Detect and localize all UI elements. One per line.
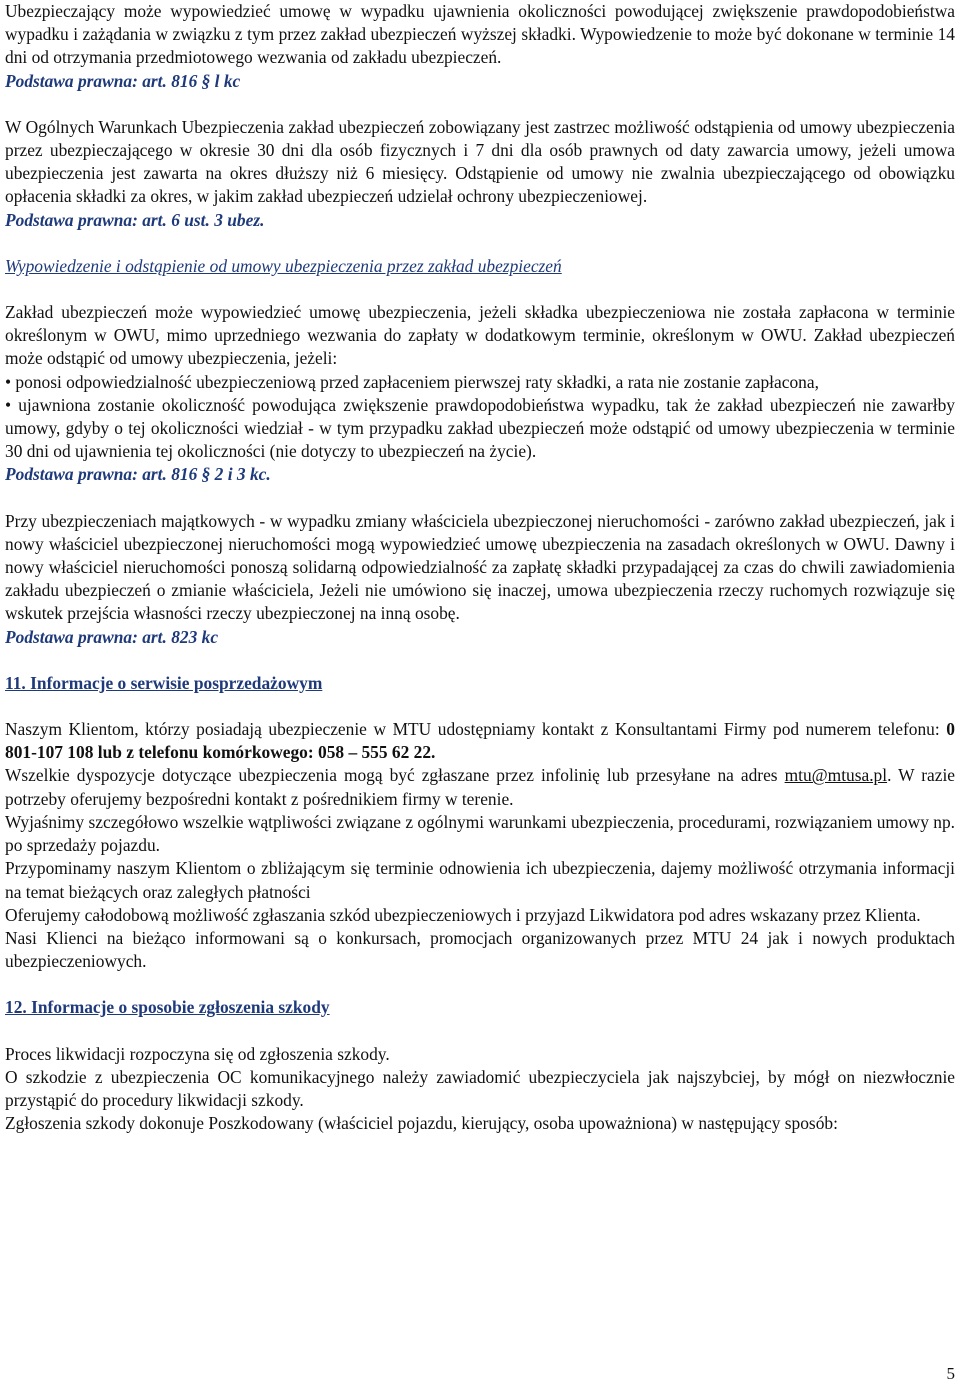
paragraph-insurer-termination: Zakład ubezpieczeń może wypowiedzieć umowę ubezpieczenia, jeżeli składka ubezpieczeniowa nie została zapłacona w terminie określonym w OWU, mimo uprzedniego wezwania do zapłaty w dodatkowym terminie, określonym w OWU. Zakład ubezpieczeń może odstąpić od umowy ubezpieczenia, jeżeli: (5, 302, 955, 369)
paragraph-renewal-reminder: Przypominamy naszym Klientom o zbliżającym się terminie odnowienia ich ubezpieczenia, dajemy możliwość otrzymania informacji na temat bieżących oraz zaległych płatności (5, 858, 955, 902)
legal-basis-art6: Podstawa prawna: art. 6 ust. 3 ubez. (5, 209, 265, 230)
requests-text-end: . W razie potrzeby oferujemy bezpośredni kontakt z pośrednikiem firmy w terenie. (5, 765, 956, 809)
paragraph-claim-reporter: Zgłoszenia szkody dokonuje Poszkodowany (właściciel pojazdu, kierujący, osoba upoważniona) w następujący sposób: (5, 1113, 838, 1134)
legal-basis-823: Podstawa prawna: art. 823 kc (5, 626, 219, 647)
paragraph-promotions: Nasi Klienci na bieżąco informowani są o konkursach, promocjach organizowanych przez MTU 24 jak i nowych produktach ubezpieczeniowych. (5, 927, 955, 972)
legal-basis-816: Podstawa prawna: art. 816 § l kc (5, 70, 241, 91)
paragraph-claims-service: Oferujemy całodobową możliwość zgłaszania szkód ubezpieczeniowych i przyjazd Likwidatora pod adres wskazany przez Klienta. (5, 904, 921, 925)
paragraph-oc-notification: O szkodzie z ubezpieczenia OC komunikacyjnego należy zawiadomić ubezpieczyciela jak najszybciej, by mógł on niezwłocznie przystąpić do procedury likwidacji szkody. (5, 1066, 955, 1110)
bullet-increased-risk: • ujawniona zostanie okoliczność powodująca zwiększenie prawdopodobieństwa wypadku, tak że zakład ubezpieczeń nie zawarłby umowy, gdyby o tej okoliczności wiedział - w tym przypadku zakład ubezpieczeń może odstąpić od umowy ubezpieczenia w terminie 30 dni od ujawnienia tej okoliczności (nie dotyczy to ubezpieczeń na życie). (5, 394, 955, 462)
paragraph-explanations: Wyjaśnimy szczegółowo wszelkie wątpliwości związane z ogólnymi warunkami ubezpieczenia, procedurami, rozwiązaniem umowy np. po sprzedaży pojazdu. (5, 811, 955, 856)
consultants-text: Naszym Klientom, którzy posiadają ubezpieczenie w MTU udostępniamy kontakt z Konsultantami Firmy pod numerem telefonu: (5, 719, 947, 740)
paragraph-claim-process: Proces likwidacji rozpoczyna się od zgłoszenia szkody. (5, 1043, 390, 1064)
legal-basis-816-2-3: Podstawa prawna: art. 816 § 2 i 3 kc. (5, 464, 271, 485)
paragraph-property-insurance: Przy ubezpieczeniach majątkowych - w wypadku zmiany właściciela ubezpieczonej nieruchomości - zarówno zakład ubezpieczeń, jak i nowy właściciel ubezpieczonej nieruchomości mogą wypowiedzieć umowę ubezpieczenia na zasadach określonych w OWU. Dawny i nowy właściciel nieruchomości ponoszą solidarną odpowiedzialność za zapłatę składki przypadającej za czas do chwili zawiadomienia zakładu ubezpieczeń o zmianie właściciela, Jeżeli nie umówiono się inaczej, umowa ubezpieczenia rzeczy ruchomych rozwiązuje się wskutek przejścia własności rzeczy ubezpieczonej na inną osobę. (5, 510, 955, 624)
email-link[interactable]: mtu@mtusa.pl (784, 765, 888, 786)
document-page (5, 0, 955, 1135)
paragraph-withdrawal-owu: W Ogólnych Warunkach Ubezpieczenia zakład ubezpieczeń zobowiązany jest zastrzec możliwość odstąpienia od umowy ubezpieczenia przez ubezpieczającego w okresie 30 dni dla osób fizycznych i 7 dni dla osób prawnych od daty zawarcia umowy, jeżeli umowa ubezpieczenia jest zawarta na okres dłuższy niż 6 miesięcy. Odstąpienie od umowy nie zwalnia ubezpieczającego od obowiązku opłacenia składki za okres, w jakim zakład ubezpieczeń udzielał ochrony ubezpieczeniowej. (5, 116, 955, 207)
page-number: 5 (946, 1364, 955, 1383)
requests-text: Wszelkie dyspozycje dotyczące ubezpieczenia mogą być zgłaszane przez infolinię lub przesyłane na adres (5, 765, 785, 786)
phone-numbers: 0 801-107 108 lub z telefonu komórkowego: 058 – 555 62 22. (5, 719, 955, 763)
heading-after-sales-service: 11. Informacje o serwisie posprzedażowym (5, 672, 323, 693)
section-title-insurer-termination: Wypowiedzenie i odstąpienie od umowy ubezpieczenia przez zakład ubezpieczeń (5, 255, 562, 276)
bullet-first-installment: • ponosi odpowiedzialność ubezpieczeniową przed zapłaceniem pierwszej raty składki, a rata nie zostanie zapłacona, (5, 371, 819, 392)
paragraph-consultants-contact (5, 718, 955, 764)
heading-claim-reporting: 12. Informacje o sposobie zgłoszenia szkody (5, 997, 330, 1018)
paragraph-requests (5, 764, 955, 810)
paragraph-policyholder-termination: Ubezpieczający może wypowiedzieć umowę w wypadku ujawnienia okoliczności powodującej zwiększenie prawdopodobieństwa wypadku i zażądania w związku z tym przez zakład ubezpieczeń wyższej składki. Wypowiedzenie to może być dokonane w terminie 14 dni od otrzymania przedmiotowego wezwania od zakładu ubezpieczeń. (5, 1, 955, 68)
